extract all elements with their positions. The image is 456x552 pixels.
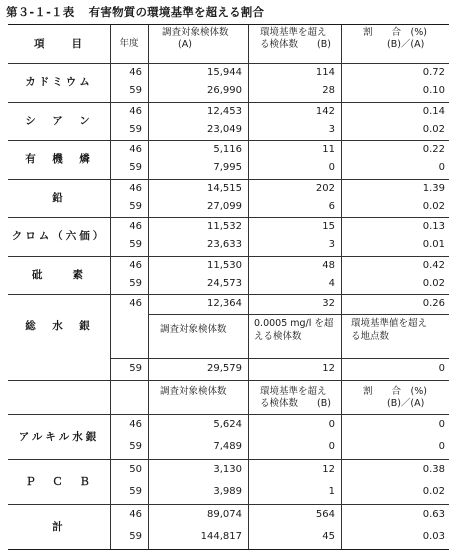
year: 46 xyxy=(129,105,142,117)
table-number: 第３-１-１表 xyxy=(6,5,75,19)
count-a: 5,116 xyxy=(213,144,242,155)
count-b: 0 xyxy=(328,419,335,430)
year: 46 xyxy=(129,259,142,271)
header-col1-l1: 調査対象検体数 xyxy=(162,27,229,38)
row-divider xyxy=(148,314,449,315)
cadmium-item: カドミウム xyxy=(25,76,93,89)
count-b: 1 xyxy=(328,485,335,497)
year: 46 xyxy=(129,144,142,155)
count-a: 27,099 xyxy=(207,200,242,212)
header2-col1: 調査対象検体数 xyxy=(160,386,227,397)
header2-col2-l1: 環境基準を超え xyxy=(260,386,327,397)
total-item: 計 xyxy=(52,520,66,533)
ratio: 0.72 xyxy=(422,67,445,78)
year: 59 xyxy=(129,277,142,289)
count-a: 14,515 xyxy=(207,182,242,194)
count-a: 26,990 xyxy=(207,85,242,97)
count-a: 7,995 xyxy=(213,162,242,174)
header2-col3-l1: 割 合 (%) xyxy=(363,386,427,397)
count-a: 3,130 xyxy=(213,464,242,475)
header-year: 年度 xyxy=(119,38,139,49)
mercury-subhead-col2-l2: える検体数 xyxy=(254,331,302,342)
mercury-item: 総 水 銀 xyxy=(25,320,93,332)
count-b: 0 xyxy=(328,162,335,174)
year: 46 xyxy=(129,298,142,309)
alkyl-mercury-item: アルキル水銀 xyxy=(18,430,100,443)
header2-col2-l2: る検体数 (B) xyxy=(260,398,331,409)
count-b: 564 xyxy=(315,509,335,520)
cyanide-item: シ ア ン xyxy=(25,114,93,127)
ratio: 0 xyxy=(438,162,445,174)
data-table xyxy=(8,24,449,550)
ratio: 0.10 xyxy=(422,85,445,97)
lead-item: 鉛 xyxy=(52,191,66,204)
ratio: 0 xyxy=(438,419,445,430)
ratio: 0.42 xyxy=(422,259,445,271)
ratio: 0.02 xyxy=(422,485,445,497)
row-divider xyxy=(110,358,449,359)
count-b: 4 xyxy=(328,277,335,289)
ratio: 0.63 xyxy=(422,509,445,520)
count-a: 23,633 xyxy=(207,239,242,251)
count-a: 5,624 xyxy=(213,419,242,430)
ratio: 0.01 xyxy=(422,239,445,251)
column-divider xyxy=(110,25,111,549)
ratio: 0.02 xyxy=(422,123,445,135)
year: 46 xyxy=(129,182,142,194)
year: 50 xyxy=(129,464,142,475)
year: 59 xyxy=(129,363,142,374)
year: 59 xyxy=(129,440,142,452)
mercury-subhead-col3-l1: 環境基準値を超え xyxy=(351,318,428,329)
mercury-subhead-col3-l2: る地点数 xyxy=(351,331,390,342)
ratio: 0.26 xyxy=(422,298,445,309)
count-b: 12 xyxy=(322,464,335,475)
header-col3-l1: 割 合 (%) xyxy=(363,27,427,38)
count-a: 29,579 xyxy=(207,363,242,374)
count-b: 45 xyxy=(322,530,335,542)
column-divider xyxy=(148,25,149,549)
ratio: 0.38 xyxy=(422,464,445,475)
header-col3-l2: (B)／(A) xyxy=(387,39,425,50)
count-b: 28 xyxy=(322,85,335,97)
count-b: 0 xyxy=(328,440,335,452)
column-divider xyxy=(248,25,249,549)
count-b: 32 xyxy=(322,298,335,309)
header2-col3-l2: (B)／(A) xyxy=(387,398,425,409)
chromium-item: クロム（六価） xyxy=(11,230,107,243)
count-b: 114 xyxy=(315,67,335,78)
mercury-subhead-col1: 調査対象検体数 xyxy=(160,324,227,335)
column-divider xyxy=(341,25,342,549)
year: 59 xyxy=(129,85,142,97)
count-b: 6 xyxy=(328,200,335,212)
count-a: 3,989 xyxy=(213,485,242,497)
count-b: 202 xyxy=(315,182,335,194)
year: 59 xyxy=(129,162,142,174)
header-col2-l2: る検体数 (B) xyxy=(260,39,331,50)
mercury-subhead-col2-l1: 0.0005 mg/l を超 xyxy=(254,318,334,329)
count-a: 12,453 xyxy=(207,105,242,117)
count-a: 89,074 xyxy=(207,509,242,520)
arsenic-item: 砒 素 xyxy=(32,268,86,281)
year: 59 xyxy=(129,485,142,497)
header-item: 項 目 xyxy=(34,38,84,50)
count-b: 15 xyxy=(322,221,335,232)
count-b: 12 xyxy=(322,363,335,374)
count-a: 7,489 xyxy=(213,440,242,452)
year: 46 xyxy=(129,221,142,232)
year: 46 xyxy=(129,419,142,430)
year: 59 xyxy=(129,530,142,542)
table-title-text: 有害物質の環境基準を超える割合 xyxy=(88,5,265,19)
count-b: 11 xyxy=(322,144,335,155)
ratio: 1.39 xyxy=(422,182,445,194)
count-b: 48 xyxy=(322,259,335,271)
year: 59 xyxy=(129,200,142,212)
table-title xyxy=(6,4,264,20)
ratio: 0.22 xyxy=(422,144,445,155)
count-a: 15,944 xyxy=(207,67,242,78)
year: 46 xyxy=(129,509,142,520)
count-a: 11,530 xyxy=(207,259,242,271)
count-a: 23,049 xyxy=(207,123,242,135)
organophosphorus-item: 有 機 燐 xyxy=(25,153,93,166)
ratio: 0.02 xyxy=(422,200,445,212)
ratio: 0.13 xyxy=(422,221,445,232)
ratio: 0.14 xyxy=(422,105,445,117)
year: 59 xyxy=(129,123,142,135)
ratio: 0.02 xyxy=(422,277,445,289)
count-a: 12,364 xyxy=(207,298,242,309)
header-col2-l1: 環境基準を超え xyxy=(260,27,327,38)
row-divider xyxy=(8,380,449,381)
year: 46 xyxy=(129,67,142,78)
count-a: 144,817 xyxy=(200,530,242,542)
count-b: 142 xyxy=(315,105,335,117)
ratio: 0 xyxy=(438,363,445,374)
year: 59 xyxy=(129,239,142,251)
count-b: 3 xyxy=(328,123,335,135)
ratio: 0.03 xyxy=(422,530,445,542)
header-col1-l2: (A) xyxy=(178,39,192,50)
count-a: 24,573 xyxy=(207,277,242,289)
pcb-item: Ｐ Ｃ Ｂ xyxy=(25,475,93,488)
ratio: 0 xyxy=(438,440,445,452)
count-a: 11,532 xyxy=(207,221,242,232)
count-b: 3 xyxy=(328,239,335,251)
